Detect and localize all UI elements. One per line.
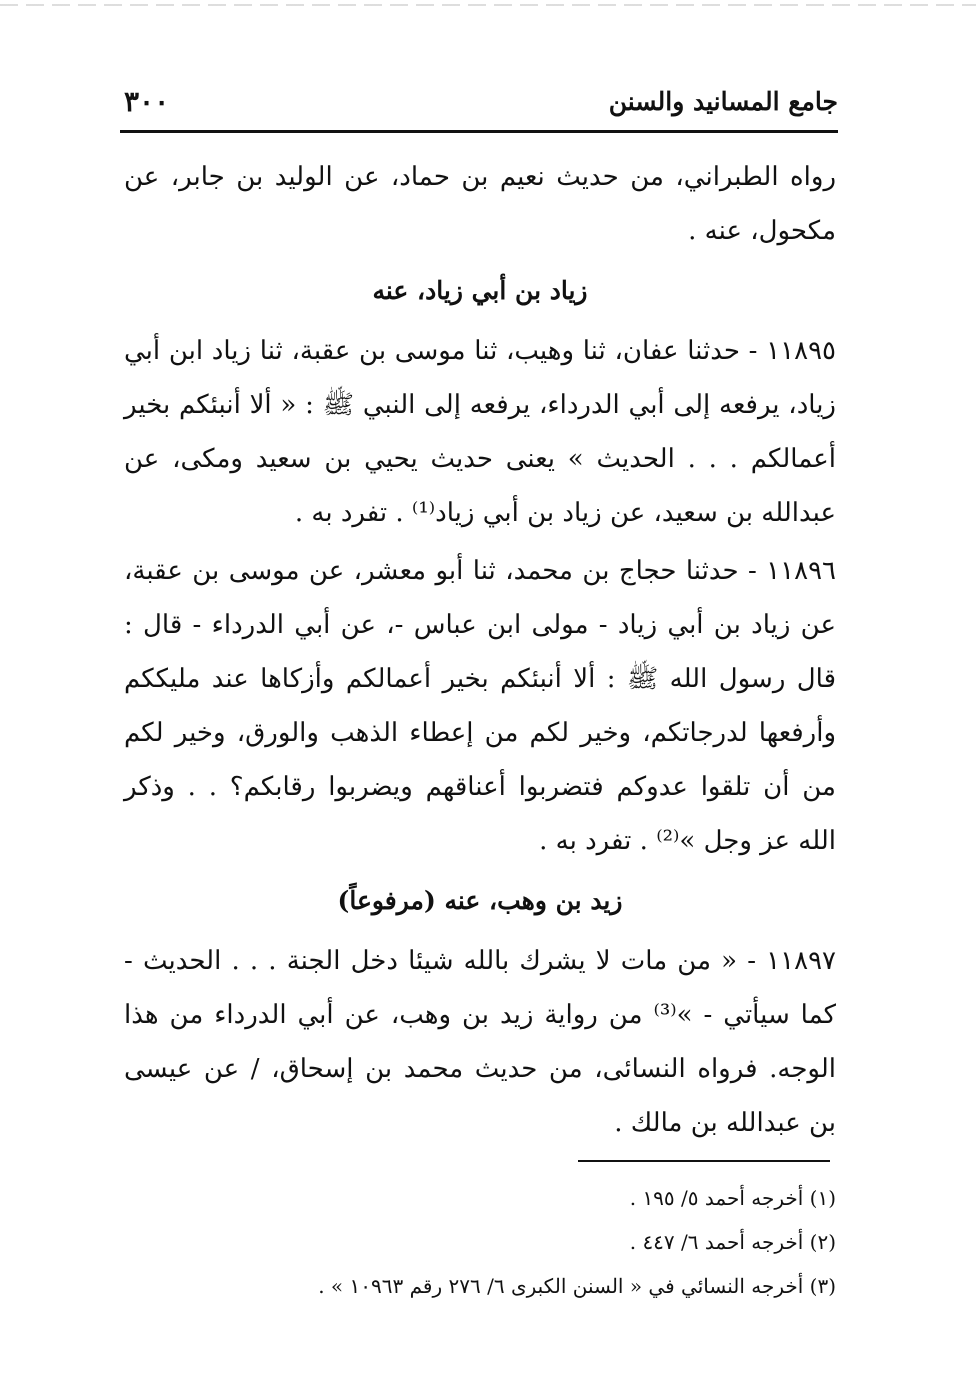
header-rule — [120, 130, 838, 133]
page-number: ٣٠٠ — [124, 85, 170, 118]
page-body — [124, 150, 836, 1150]
hadith-11895: ١١٨٩٥ - حدثنا عفان، ثنا وهيب، ثنا موسى بن عقبة، ثنا زياد ابن أبي زياد، يرفعه إلى أبي الدرداء، يرفعه إلى النبي ﷺ : « ألا أنبئكم بخير أعمالكم . . . الحديث » يعنى حديث يحيي بن سعيد ومكى، عن عبدالله بن سعيد، عن زياد بن أبي زياد⁽¹⁾ . تفرد به . — [124, 336, 836, 528]
scan-edge-line — [0, 4, 976, 6]
page-header — [120, 82, 838, 126]
hadith-11897: ١١٨٩٧ - « من مات لا يشرك بالله شيئا دخل الجنة . . . الحديث - كما سيأتي - »⁽³⁾ من رواية زيد بن وهب، عن أبي الدرداء من هذا الوجه. فرواه النسائى، من حديث محمد بن إسحاق، / عن عيسى بن عبدالله بن مالك . — [124, 946, 837, 1138]
footnote-2: (٢) أخرجه أحمد ٦/ ٤٤٧ . — [629, 1230, 836, 1254]
footnotes — [124, 1176, 836, 1308]
footnote-3: (٣) أخرجه النسائي في « السنن الكبرى ٦/ ٢٧٦ رقم ١٠٩٦٣ » . — [318, 1274, 836, 1298]
book-title: جامع المسانيد والسنن — [608, 87, 838, 116]
section-heading-ziyad: زياد بن أبي زياد، عنه — [372, 276, 588, 305]
footnote-1: (١) أخرجه أحمد ٥/ ١٩٥ . — [629, 1186, 836, 1210]
hadith-11896: ١١٨٩٦ - حدثنا حجاج بن محمد، ثنا أبو معشر، عن موسى بن عقبة، عن زياد بن أبي زياد - مولى ابن عباس -، عن أبي الدرداء - قال : قال رسول الله ﷺ : ألا أنبئكم بخير أعمالكم وأزكاها عند مليككم وأرفعها لدرجاتكم، وخير لكم من إعطاء الذهب والورق، وخير لكم من أن تلقوا عدوكم فتضربوا أعناقهم ويضربوا رقابكم؟ . . وذكر الله عز وجل »⁽²⁾ . تفرد به . — [124, 556, 836, 856]
section-heading-zayd: زيد بن وهب، عنه (مرفوعاً) — [337, 886, 623, 915]
footnote-rule — [578, 1160, 830, 1162]
paragraph-tabarani: رواه الطبراني، من حديث نعيم بن حماد، عن الوليد بن جابر، عن مكحول، عنه . — [124, 162, 836, 246]
